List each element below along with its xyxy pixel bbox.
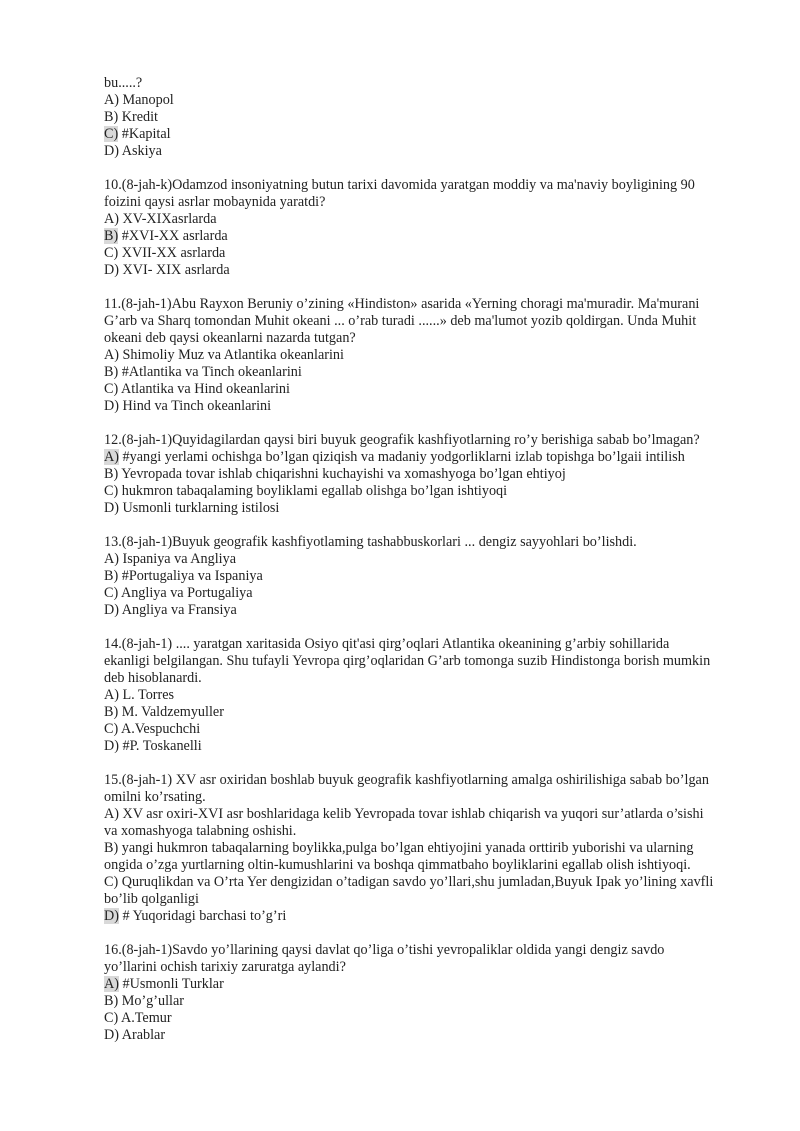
question-text-line: okeani deb qaysi okeanlarni nazarda tutgan? (104, 330, 356, 346)
answer-option-text: D) Hind va Tinch okeanlarini (104, 398, 272, 414)
question-text-line: G’arb va Sharq tomondan Muhit okeani ... o’rab turadi ......» deb ma'lumot yozib qoldirgan. Unda Muhit (104, 313, 697, 329)
answer-option (104, 551, 754, 568)
answer-option-text: #XVI-XX asrlarda (118, 228, 228, 244)
answer-option (104, 228, 754, 245)
answer-option-text: A) Ispaniya va Angliya (104, 551, 236, 567)
highlighted-option-letter: D) (104, 908, 119, 924)
answer-option (104, 143, 754, 160)
answer-option-text: D) Usmonli turklarning istilosi (104, 500, 280, 516)
answer-option (104, 687, 754, 704)
answer-option-text: ongida o’zga yurtlarning oltin-kumushlarini va boshqa qimmatbaho boyliklarini egallab olish ishtiyoqi. (104, 857, 691, 873)
answer-option-text: # Yuqoridagi barchasi to’g’ri (118, 908, 287, 924)
answer-option-text: C) XVII-XX asrlarda (104, 245, 226, 261)
answer-option-text: A) XV asr oxiri-XVI asr boshlaridaga kelib Yevropada tovar ishlab chiqarish va yuqori sur’atlarda o’sishi (104, 806, 704, 822)
answer-option (104, 704, 754, 721)
answer-option-text: B) Mo’g’ullar (104, 993, 184, 1009)
answer-option-text: D) Angliya va Fransiya (104, 602, 237, 618)
answer-option (104, 823, 754, 840)
question-q13 (104, 534, 754, 619)
question-text-line: deb hisoblanardi. (104, 670, 202, 686)
answer-option (104, 126, 754, 143)
answer-option (104, 874, 754, 891)
answer-option-text: va xomashyoga talabning oshishi. (104, 823, 297, 839)
answer-option (104, 347, 754, 364)
answer-option-text: B) Yevropada tovar ishlab chiqarishni kuchayishi va xomashyoga bo’lgan ehtiyoj (104, 466, 566, 482)
answer-option-text: B) Kredit (104, 109, 158, 125)
question-q12 (104, 432, 754, 517)
answer-option-text: D) Askiya (104, 143, 162, 159)
answer-option-text: C) Angliya va Portugaliya (104, 585, 253, 601)
answer-option-text: #yangi yerlami ochishga bo’lgan qiziqish va madaniy yodgorliklarni izlab topishga bo’lgaii intilish (118, 449, 685, 465)
answer-option (104, 806, 754, 823)
answer-option-text: B) #Atlantika va Tinch okeanlarini (104, 364, 302, 380)
question-text-line: foizini qaysi asrlar mobaynida yaratdi? (104, 194, 326, 210)
question-q14 (104, 636, 754, 755)
answer-option (104, 245, 754, 262)
question-text-line: ekanligi belgilangan. Shu tufayli Yevropa qirg’oqlaridan G’arb tomonga suzib Hindistonga borish mumkin (104, 653, 711, 669)
answer-option-text: A) Manopol (104, 92, 174, 108)
highlighted-option-letter: A) (104, 976, 119, 992)
question-text-line: yo’llarini ochish tarixiy zaruratga aylandi? (104, 959, 346, 975)
question-q15 (104, 772, 754, 925)
question-text-line: 11.(8-jah-1)Abu Rayxon Beruniy o’zining «Hindiston» asarida «Yerning choragi ma'muradir. Ma'murani (104, 296, 700, 312)
question-text-line: 13.(8-jah-1)Buyuk geografik kashfiyotlaming tashabbuskorlari ... dengiz sayyohlari bo’lishdi. (104, 534, 637, 550)
answer-option-text: A) XV-XIXasrlarda (104, 211, 217, 227)
answer-option (104, 364, 754, 381)
answer-option (104, 449, 754, 466)
question-text-line: 14.(8-jah-1) .... yaratgan xaritasida Osiyo qit'asi qirg’oqlari Atlantika okeanining g’arbiy sohillarida (104, 636, 670, 652)
answer-option (104, 568, 754, 585)
answer-option (104, 993, 754, 1010)
question-text-line: 15.(8-jah-1) XV asr oxiridan boshlab buyuk geografik kashfiyotlarning amalga oshirilishiga sabab bo’lgan (104, 772, 709, 788)
answer-option-text: #Kapital (118, 126, 171, 142)
answer-option (104, 976, 754, 993)
answer-option-text: C) Atlantika va Hind okeanlarini (104, 381, 290, 397)
answer-option (104, 109, 754, 126)
answer-option-text: C) A.Temur (104, 1010, 172, 1026)
question-text-line: 10.(8-jah-k)Odamzod insoniyatning butun tarixi davomida yaratgan moddiy va ma'naviy boyligining 90 (104, 177, 695, 193)
question-text-line: bu.....? (104, 75, 143, 91)
answer-option (104, 602, 754, 619)
answer-option (104, 92, 754, 109)
answer-option (104, 738, 754, 755)
question-q11 (104, 296, 754, 415)
answer-option-text: B) M. Valdzemyuller (104, 704, 224, 720)
document-content (104, 75, 754, 1044)
answer-option-text: C) hukmron tabaqalaming boyliklami egallab olishga bo’lgan ishtiyoqi (104, 483, 508, 499)
highlighted-option-letter: B) (104, 228, 119, 244)
question-q10 (104, 177, 754, 279)
question-q16 (104, 942, 754, 1044)
answer-option-text: C) A.Vespuchchi (104, 721, 201, 737)
answer-option (104, 908, 754, 925)
highlighted-option-letter: A) (104, 449, 119, 465)
answer-option (104, 466, 754, 483)
answer-option-text: D) XVI- XIX asrlarda (104, 262, 230, 278)
answer-option (104, 1010, 754, 1027)
answer-option (104, 211, 754, 228)
answer-option-text: D) Arablar (104, 1027, 166, 1043)
answer-option (104, 857, 754, 874)
answer-option-text: bo’lib qolganligi (104, 891, 199, 907)
answer-option-text: A) L. Torres (104, 687, 175, 703)
highlighted-option-letter: C) (104, 126, 119, 142)
question-fragment (104, 75, 754, 160)
question-text-line: 16.(8-jah-1)Savdo yo’llarining qaysi davlat qo’liga o’tishi yevropaliklar oldida yangi dengiz savdo (104, 942, 665, 958)
answer-option (104, 398, 754, 415)
answer-option-text: #Usmonli Turklar (118, 976, 224, 992)
answer-option (104, 840, 754, 857)
answer-option (104, 891, 754, 908)
answer-option (104, 585, 754, 602)
answer-option (104, 483, 754, 500)
answer-option (104, 381, 754, 398)
answer-option (104, 262, 754, 279)
answer-option-text: B) #Portugaliya va Ispaniya (104, 568, 263, 584)
answer-option-text: A) Shimoliy Muz va Atlantika okeanlarini (104, 347, 344, 363)
question-text-line: 12.(8-jah-1)Quyidagilardan qaysi biri buyuk geografik kashfiyotlarning ro’y berishiga sabab bo’lmagan? (104, 432, 700, 448)
answer-option (104, 500, 754, 517)
answer-option (104, 1027, 754, 1044)
question-text-line: omilni ko’rsating. (104, 789, 206, 805)
answer-option-text: B) yangi hukmron tabaqalarning boylikka,pulga bo’lgan ehtiyojini yanada orttirib yuborishi va ularning (104, 840, 694, 856)
answer-option-text: C) Quruqlikdan va O’rta Yer dengizidan o’tadigan savdo yo’llari,shu jumladan,Buyuk Ipak yo’lining xavfli (104, 874, 714, 890)
answer-option (104, 721, 754, 738)
answer-option-text: D) #P. Toskanelli (104, 738, 202, 754)
